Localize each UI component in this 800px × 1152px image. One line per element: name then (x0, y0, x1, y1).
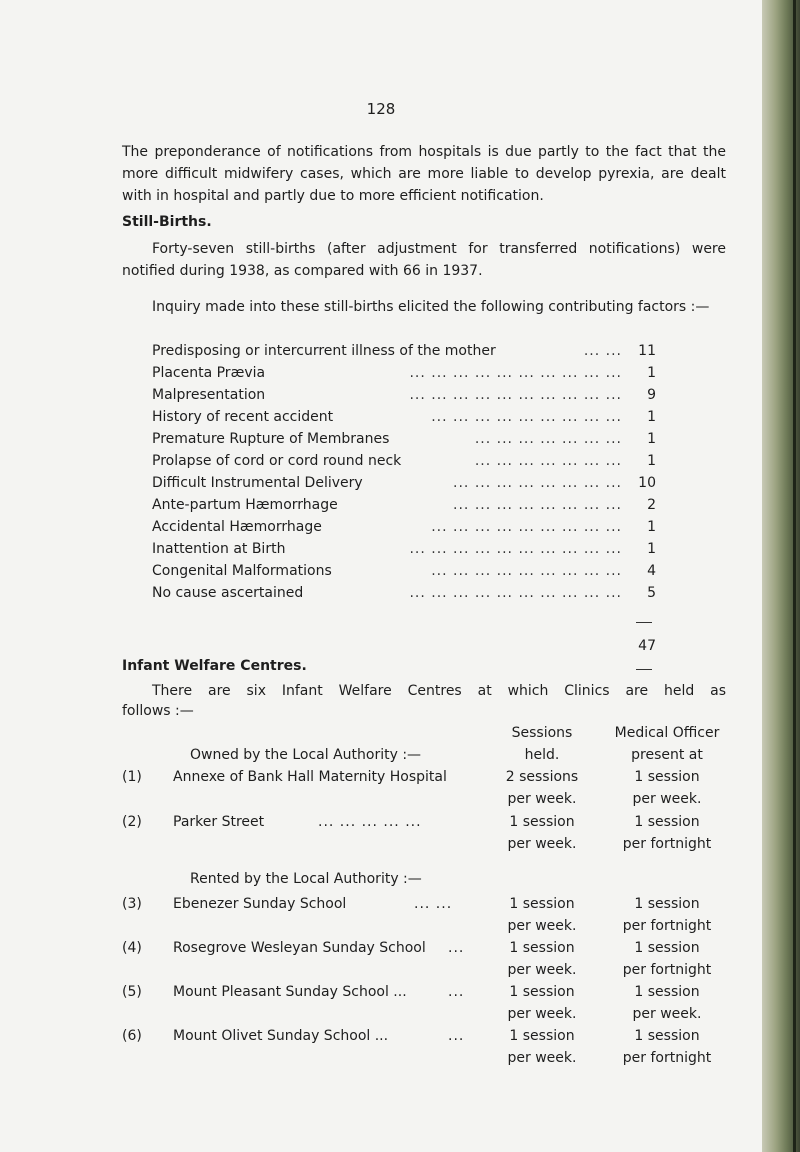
centre-number: (5) (122, 984, 142, 1000)
factor-count: 2 (647, 497, 656, 513)
factor-count: 1 (647, 409, 656, 425)
factor-row (152, 494, 656, 516)
medical-officer-present: 1 session (634, 814, 700, 830)
factor-row (152, 384, 656, 406)
leader-dots: ... (448, 984, 465, 1000)
factor-count: 9 (647, 387, 656, 403)
medical-officer-present: 1 session (634, 940, 700, 956)
factor-row (152, 560, 656, 582)
sessions-held: 2 sessions (505, 769, 579, 785)
leader-dots: ... (448, 940, 465, 956)
factor-row (152, 428, 656, 450)
factor-count: 1 (647, 453, 656, 469)
factor-row (152, 538, 656, 560)
sessions-held: 1 session (509, 896, 575, 912)
sessions-held: per week. (507, 836, 577, 852)
centre-number: (2) (122, 814, 142, 830)
book-binding-line (793, 0, 796, 1152)
infant-welfare-heading: Infant Welfare Centres. (122, 658, 307, 674)
factor-row (152, 450, 656, 472)
factor-row (152, 362, 656, 384)
factor-row (152, 582, 656, 604)
intro-paragraph: The preponderance of notifications from hospitals is due partly to the fact that the more difficult midwifery cases, which are more liable to develop pyrexia, are dealt with in hospital and partly due to more efficient notification. (122, 144, 726, 204)
leader-dots: ... ... ... ... ... ... ... ... ... (431, 563, 622, 579)
leader-dots: ... ... ... ... ... ... ... ... ... ... (409, 365, 622, 381)
centre-name: Parker Street (173, 814, 265, 830)
leader-dots: ... ... ... ... ... ... ... (474, 431, 622, 447)
medical-officer-present: per week. (632, 791, 702, 807)
centre-number: (3) (122, 896, 142, 912)
sessions-held: per week. (507, 1050, 577, 1066)
sessions-held: per week. (507, 791, 577, 807)
leader-dots: ... ... ... ... ... ... ... ... (453, 475, 622, 491)
medical-officer-present: 1 session (634, 1028, 700, 1044)
medical-officer-present: 1 session (634, 984, 700, 1000)
factor-label: Premature Rupture of Membranes (152, 431, 390, 447)
factor-label: Accidental Hæmorrhage (152, 519, 322, 535)
leader-dots: ... ... ... ... ... ... ... ... ... (431, 409, 622, 425)
factor-count: 1 (647, 365, 656, 381)
stillbirths-paragraph-1: Forty-seven still-births (after adjustment for transferred notifications) were notified during 1938, as compared with 66 in 1937. (122, 241, 726, 279)
sessions-held: 1 session (509, 940, 575, 956)
factor-count: 1 (647, 519, 656, 535)
centre-number: (1) (122, 769, 142, 785)
factor-label: Inattention at Birth (152, 541, 286, 557)
factor-label: Difficult Instrumental Delivery (152, 475, 363, 491)
col-header-sessions: held. (524, 747, 560, 763)
sessions-held: per week. (507, 918, 577, 934)
medical-officer-present: per fortnight (622, 962, 712, 978)
centre-number: (4) (122, 940, 142, 956)
medical-officer-present: per week. (632, 1006, 702, 1022)
factor-label: No cause ascertained (152, 585, 304, 601)
centre-name: Mount Pleasant Sunday School ... (173, 984, 407, 1000)
factor-row (152, 516, 656, 538)
medical-officer-present: 1 session (634, 896, 700, 912)
factor-count: 10 (638, 475, 656, 491)
factor-row (152, 340, 656, 362)
medical-officer-present: per fortnight (622, 918, 712, 934)
infant-welfare-intro-line-1: There are six Infant Welfare Centres at which Clinics are held as (152, 683, 726, 699)
centre-name: Annexe of Bank Hall Maternity Hospital (173, 769, 447, 785)
factor-count: 11 (638, 343, 656, 359)
sessions-held: 1 session (509, 814, 575, 830)
factor-count: 1 (647, 541, 656, 557)
medical-officer-present: per fortnight (622, 1050, 712, 1066)
total-rule-top (636, 622, 652, 623)
infant-welfare-intro-line-2: follows :— (122, 703, 194, 719)
leader-dots: ... ... ... ... ... ... ... ... ... (431, 519, 622, 535)
stillbirths-total: 47 (638, 638, 656, 654)
leader-dots: ... ... ... ... ... ... ... (474, 453, 622, 469)
col-header-sessions: Sessions (511, 725, 573, 741)
leader-dots: ... ... ... ... ... ... ... ... ... ... (409, 387, 622, 403)
factor-label: Ante-partum Hæmorrhage (152, 497, 338, 513)
stillbirths-paragraph-2: Inquiry made into these still-births elicited the following contributing factors :— (152, 299, 710, 315)
leader-dots: ... ... ... ... ... ... ... ... ... ... (409, 585, 622, 601)
medical-officer-present: per fortnight (622, 836, 712, 852)
leader-dots: ... ... (583, 343, 622, 359)
factor-row (152, 406, 656, 428)
leader-dots: ... ... ... ... ... (318, 814, 422, 830)
col-header-medical-officer: present at (631, 747, 703, 763)
factor-label: Congenital Malformations (152, 563, 332, 579)
factor-label: Predisposing or intercurrent illness of the mother (152, 343, 496, 359)
medical-officer-present: 1 session (634, 769, 700, 785)
rented-subheading: Rented by the Local Authority :— (190, 871, 422, 887)
leader-dots: ... ... (414, 896, 453, 912)
factor-count: 5 (647, 585, 656, 601)
sessions-held: 1 session (509, 1028, 575, 1044)
factor-label: Prolapse of cord or cord round neck (152, 453, 402, 469)
centre-name: Rosegrove Wesleyan Sunday School (173, 940, 426, 956)
factor-row (152, 472, 656, 494)
factor-label: Malpresentation (152, 387, 266, 403)
centre-name: Ebenezer Sunday School (173, 896, 347, 912)
owned-subheading: Owned by the Local Authority :— (190, 747, 422, 763)
total-rule-bottom (636, 669, 652, 670)
factor-count: 1 (647, 431, 656, 447)
centre-name: Mount Olivet Sunday School ... (173, 1028, 389, 1044)
centre-number: (6) (122, 1028, 142, 1044)
leader-dots: ... ... ... ... ... ... ... ... ... ... (409, 541, 622, 557)
factor-label: Placenta Prævia (152, 365, 266, 381)
sessions-held: per week. (507, 962, 577, 978)
page-number: 128 (366, 100, 396, 118)
leader-dots: ... ... ... ... ... ... ... ... (453, 497, 622, 513)
stillbirths-heading: Still-Births. (122, 214, 212, 230)
factor-count: 4 (647, 563, 656, 579)
col-header-medical-officer: Medical Officer (614, 725, 720, 741)
factor-label: History of recent accident (152, 409, 334, 425)
sessions-held: per week. (507, 1006, 577, 1022)
leader-dots: ... (448, 1028, 465, 1044)
sessions-held: 1 session (509, 984, 575, 1000)
